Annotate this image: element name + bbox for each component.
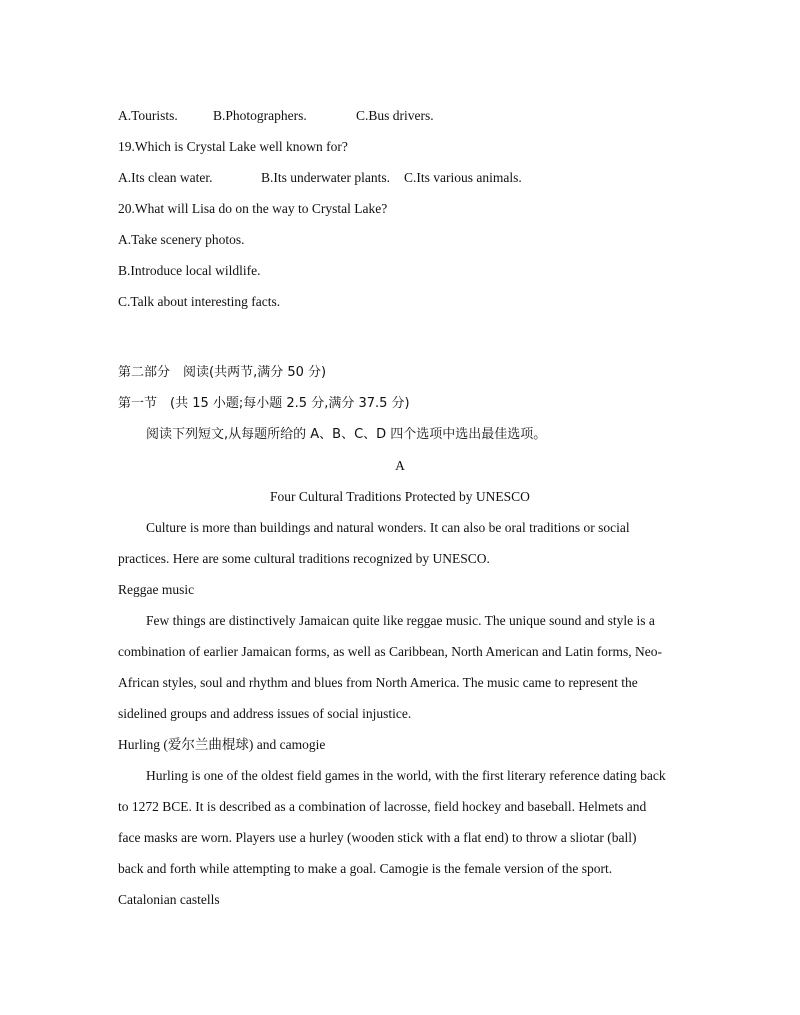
q19-option-a: A.Its clean water. bbox=[118, 170, 213, 185]
q20-option-a: A.Take scenery photos. bbox=[118, 232, 245, 247]
subsection-heading: 第一节 (共 15 小题;每小题 2.5 分,满分 37.5 分) bbox=[118, 396, 410, 411]
reggae-line-2: combination of earlier Jamaican forms, as well as Caribbean, North American and Latin forms, Neo- bbox=[118, 644, 662, 659]
q20-option-c: C.Talk about interesting facts. bbox=[118, 294, 281, 309]
q18-option-c: C.Bus drivers. bbox=[356, 108, 434, 123]
hurling-line-3: face masks are worn. Players use a hurley (wooden stick with a flat end) to throw a sliotar (ball) bbox=[118, 830, 637, 845]
q20-question: 20.What will Lisa do on the way to Crystal Lake? bbox=[118, 201, 388, 216]
hurling-line-2: to 1272 BCE. It is described as a combination of lacrosse, field hockey and baseball. Helmets and bbox=[118, 799, 647, 814]
reggae-line-3: African styles, soul and rhythm and blues from North America. The music came to represent the bbox=[118, 675, 638, 690]
intro-line-1: Culture is more than buildings and natural wonders. It can also be oral traditions or social bbox=[146, 520, 630, 535]
reggae-line-4: sidelined groups and address issues of social injustice. bbox=[118, 706, 412, 721]
hurling-line-1: Hurling is one of the oldest field games in the world, with the first literary reference dating back bbox=[146, 768, 666, 783]
reggae-heading: Reggae music bbox=[118, 582, 195, 597]
q19-option-b: B.Its underwater plants. bbox=[261, 170, 390, 185]
intro-line-2: practices. Here are some cultural traditions recognized by UNESCO. bbox=[118, 551, 490, 566]
passage-label: A bbox=[395, 458, 405, 473]
passage-title: Four Cultural Traditions Protected by UNESCO bbox=[270, 489, 530, 504]
q18-option-a: A.Tourists. bbox=[118, 108, 178, 123]
q18-option-b: B.Photographers. bbox=[213, 108, 307, 123]
castells-heading: Catalonian castells bbox=[118, 892, 220, 907]
section-instruction: 阅读下列短文,从每题所给的 A、B、C、D 四个选项中选出最佳选项。 bbox=[146, 427, 547, 442]
q19-question: 19.Which is Crystal Lake well known for? bbox=[118, 139, 348, 154]
hurling-heading: Hurling (爱尔兰曲棍球) and camogie bbox=[118, 737, 326, 752]
hurling-line-4: back and forth while attempting to make a goal. Camogie is the female version of the sport. bbox=[118, 861, 613, 876]
part-heading: 第二部分 阅读(共两节,满分 50 分) bbox=[118, 365, 327, 380]
q20-option-b: B.Introduce local wildlife. bbox=[118, 263, 261, 278]
q19-option-c: C.Its various animals. bbox=[404, 170, 522, 185]
reggae-line-1: Few things are distinctively Jamaican quite like reggae music. The unique sound and style is a bbox=[146, 613, 655, 628]
